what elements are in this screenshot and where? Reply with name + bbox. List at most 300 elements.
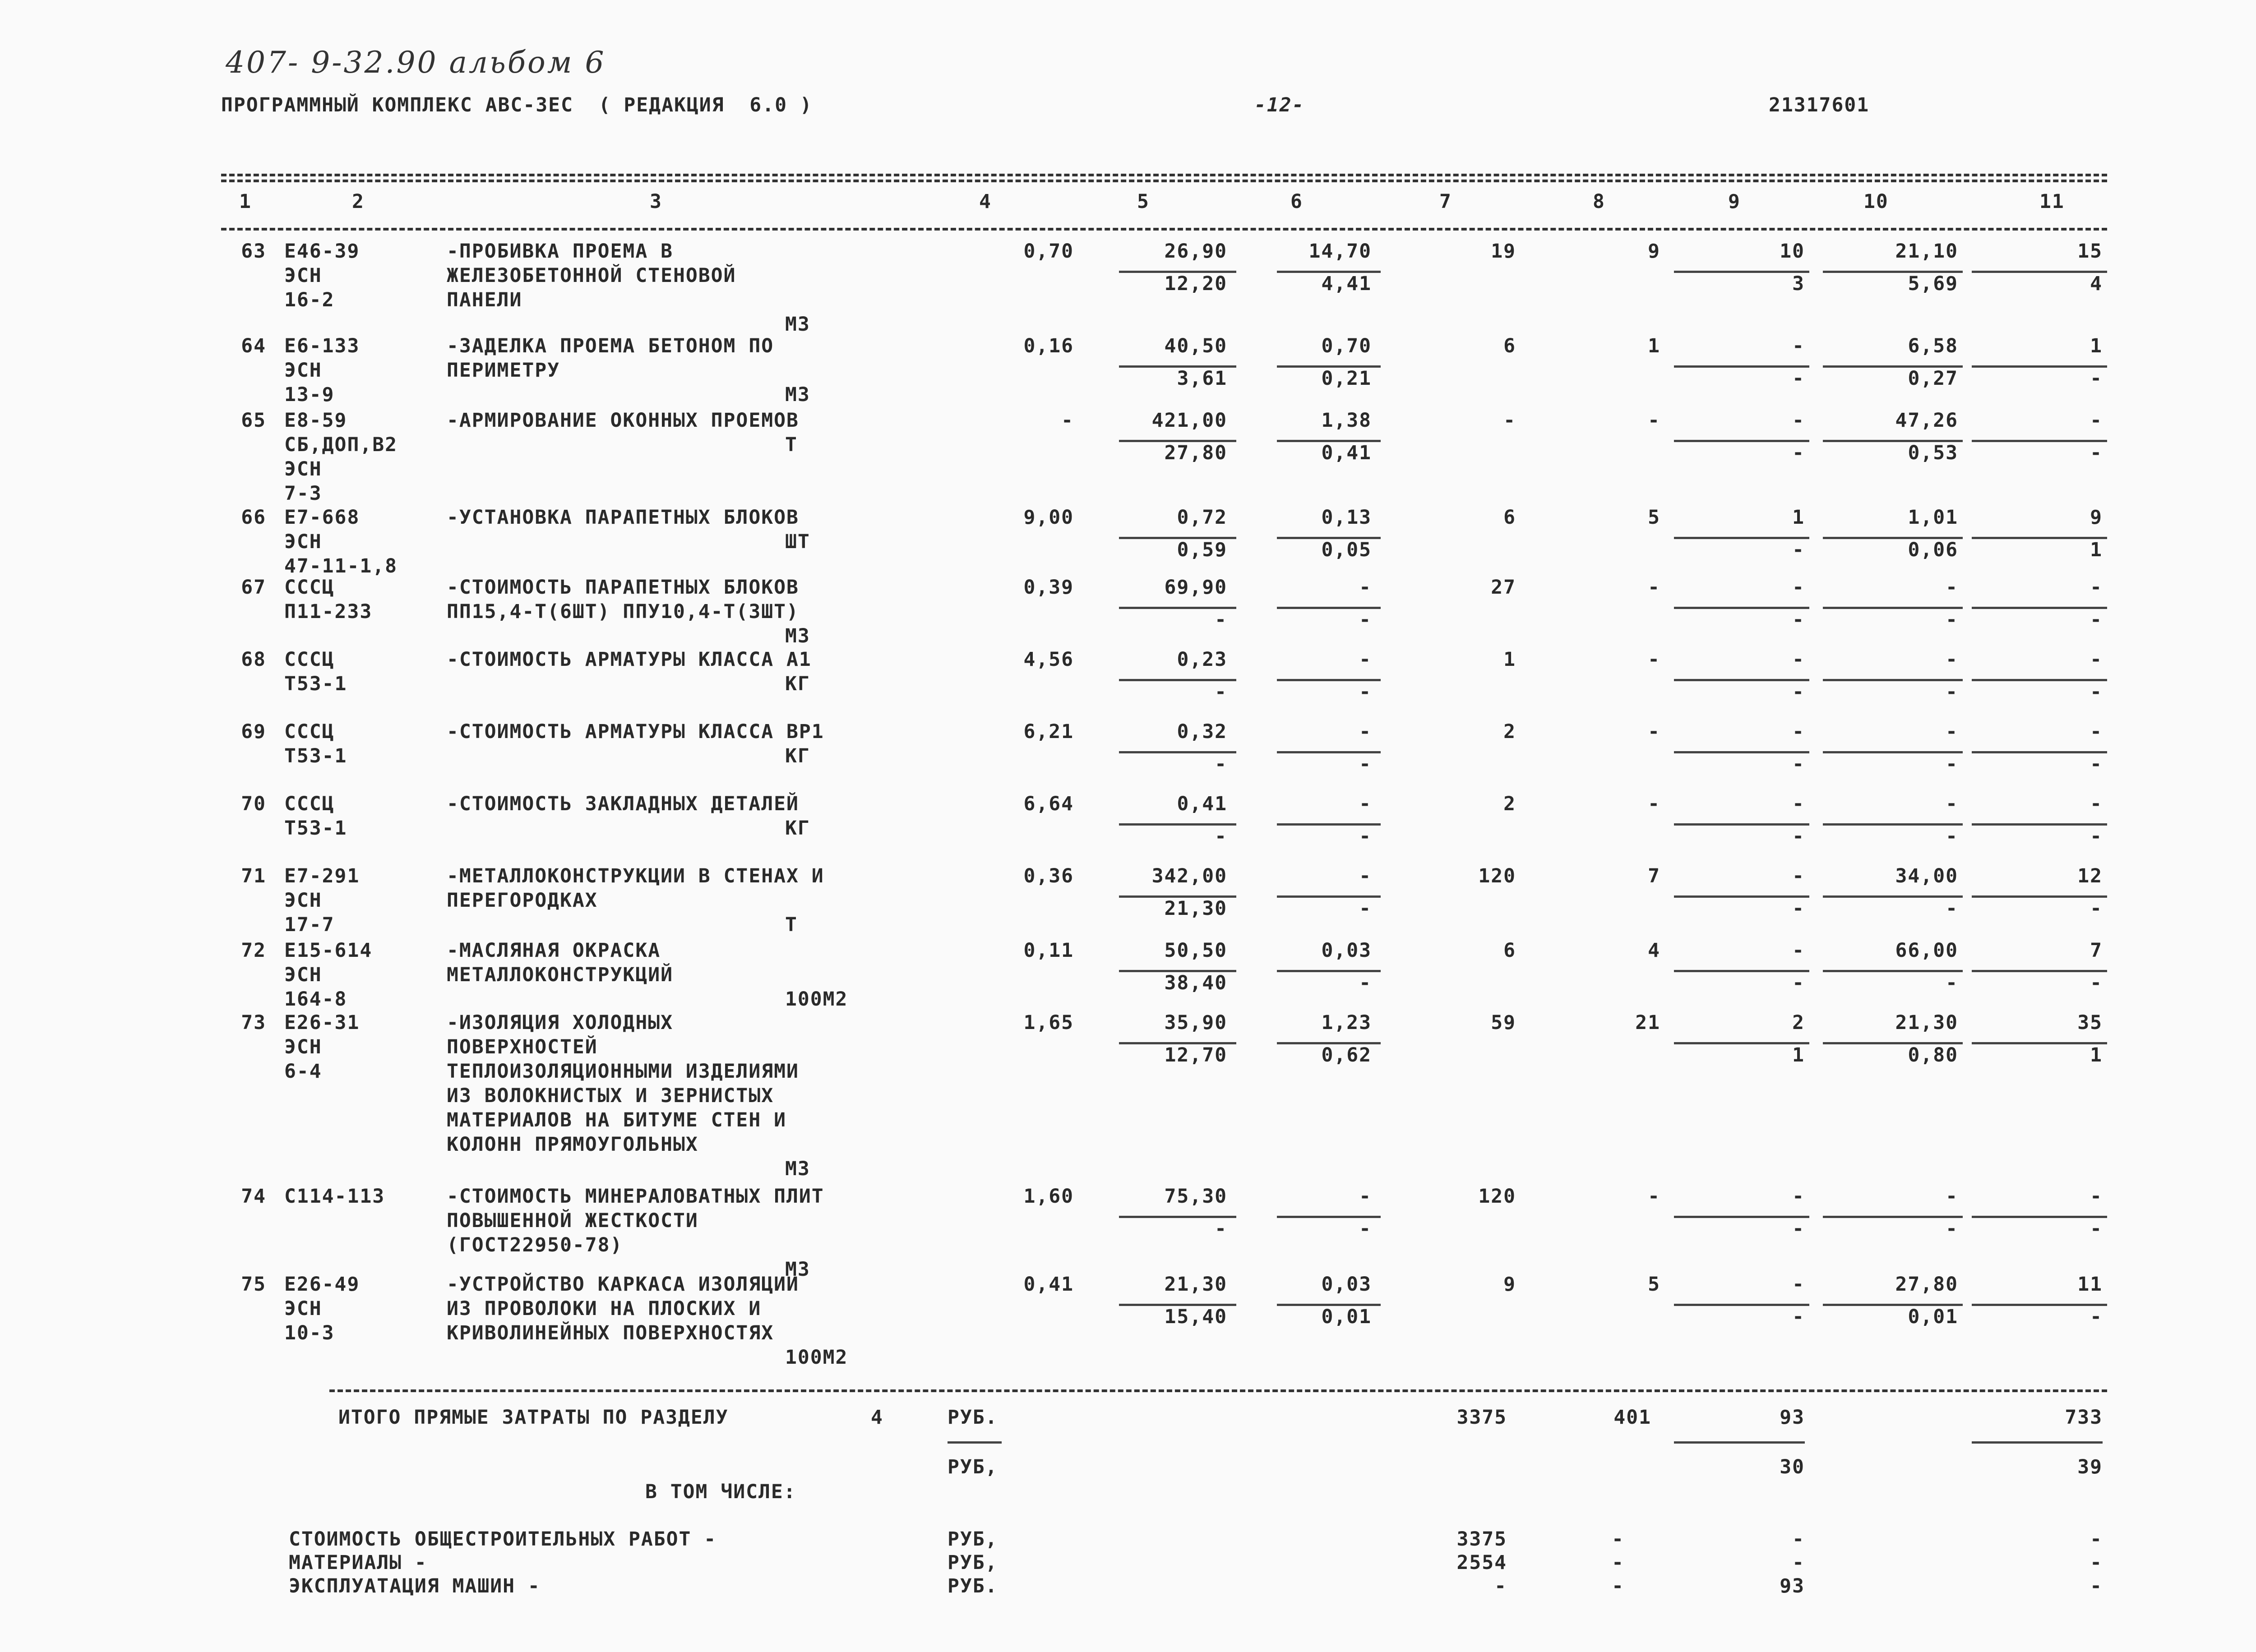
cell-c6: - xyxy=(1359,865,1372,887)
cell-c5b: - xyxy=(1215,753,1227,775)
cell-c11: - xyxy=(2090,576,2103,599)
breakdown-label: СТОИМОСТЬ ОБЩЕСТРОИТЕЛЬНЫХ РАБОТ - xyxy=(289,1528,717,1550)
cell-c8: 4 xyxy=(1648,939,1660,962)
column-number: 1 xyxy=(239,190,252,213)
cell-c4: 0,39 xyxy=(1023,576,1074,599)
item-code: ЭСН xyxy=(284,1036,322,1058)
item-code: Т53-1 xyxy=(284,673,347,695)
item-description: ПОВЕРХНОСТЕЙ xyxy=(447,1036,598,1058)
item-code: 7-3 xyxy=(284,482,322,505)
cell-c10: - xyxy=(1946,576,1958,599)
totals-top-rule xyxy=(329,1389,2107,1392)
cell-c9b: - xyxy=(1792,972,1805,994)
cell-c8: - xyxy=(1648,720,1660,743)
column-number: 10 xyxy=(1863,190,1889,213)
cell-c7: 120 xyxy=(1478,1185,1516,1208)
cell-c5b: 38,40 xyxy=(1164,972,1227,994)
item-code: С114-113 xyxy=(284,1185,385,1208)
cell-c6: - xyxy=(1359,648,1372,671)
handwritten-album-note: 407- 9-32.90 альбом 6 xyxy=(226,45,606,80)
cell-c7: 59 xyxy=(1491,1011,1516,1034)
table-header-rule-2 xyxy=(221,180,2107,182)
item-unit: КГ xyxy=(785,817,810,840)
cell-c10b: - xyxy=(1946,753,1958,775)
breakdown-col8: - xyxy=(1612,1551,1624,1574)
cell-c9b: - xyxy=(1792,539,1805,561)
item-code: 10-3 xyxy=(284,1322,335,1344)
item-number: 74 xyxy=(241,1185,266,1208)
item-description: МЕТАЛЛОКОНСТРУКЦИЙ xyxy=(447,964,673,986)
totals-sub-rule xyxy=(948,1441,1002,1444)
cell-c6: - xyxy=(1359,720,1372,743)
cell-c8: 5 xyxy=(1648,1273,1660,1296)
cell-c5: 26,90 xyxy=(1164,240,1227,263)
cell-c5: 50,50 xyxy=(1164,939,1227,962)
totals-col8: 401 xyxy=(1613,1406,1651,1429)
cell-c9: - xyxy=(1792,720,1805,743)
cell-c11b: - xyxy=(2090,681,2103,703)
cell-c5b: - xyxy=(1215,825,1227,848)
cell-c10b: 5,69 xyxy=(1908,272,1958,295)
cell-c4: 1,65 xyxy=(1023,1011,1074,1034)
item-number: 71 xyxy=(241,865,266,887)
cell-c6: 14,70 xyxy=(1308,240,1372,263)
column-number: 2 xyxy=(352,190,365,213)
item-unit: КГ xyxy=(785,673,810,695)
cell-c6b: - xyxy=(1359,753,1372,775)
item-code: СССЦ xyxy=(284,720,335,743)
item-code: ЭСН xyxy=(284,531,322,553)
cell-c10: - xyxy=(1946,648,1958,671)
breakdown-currency: РУБ, xyxy=(948,1551,998,1574)
item-number: 69 xyxy=(241,720,266,743)
cell-c6: - xyxy=(1359,1185,1372,1208)
cell-c10b: 0,06 xyxy=(1908,539,1958,561)
item-description: ТЕПЛОИЗОЛЯЦИОННЫМИ ИЗДЕЛИЯМИ xyxy=(447,1060,799,1083)
item-description: -СТОИМОСТЬ МИНЕРАЛОВАТНЫХ ПЛИТ xyxy=(447,1185,824,1208)
cell-c6: 1,38 xyxy=(1321,409,1372,432)
cell-c6: - xyxy=(1359,576,1372,599)
breakdown-col11: - xyxy=(2090,1551,2103,1574)
item-code: ЭСН xyxy=(284,889,322,912)
item-code: Е15-614 xyxy=(284,939,373,962)
item-number: 70 xyxy=(241,793,266,815)
cell-c9b: - xyxy=(1792,367,1805,390)
cell-c6: 0,70 xyxy=(1321,335,1372,357)
item-number: 63 xyxy=(241,240,266,263)
cell-c5: 421,00 xyxy=(1151,409,1227,432)
item-description: (ГОСТ22950-78) xyxy=(447,1234,623,1256)
cell-c10b: 0,01 xyxy=(1908,1306,1958,1328)
cell-c7: 6 xyxy=(1503,335,1516,357)
item-description: -АРМИРОВАНИЕ ОКОННЫХ ПРОЕМОВ xyxy=(447,409,799,432)
item-code: ЭСН xyxy=(284,264,322,287)
document-code: 21317601 xyxy=(1769,94,1870,116)
totals-label: ИТОГО ПРЯМЫЕ ЗАТРАТЫ ПО РАЗДЕЛУ xyxy=(338,1406,729,1429)
cell-c11b: - xyxy=(2090,972,2103,994)
cell-c6: 0,03 xyxy=(1321,939,1372,962)
cell-c5b: 21,30 xyxy=(1164,897,1227,920)
cell-c9: - xyxy=(1792,939,1805,962)
cell-c9b: - xyxy=(1792,753,1805,775)
totals-col9-b: 30 xyxy=(1780,1456,1805,1478)
cell-c8: - xyxy=(1648,1185,1660,1208)
cell-c7: 6 xyxy=(1503,506,1516,529)
cell-c11b: 4 xyxy=(2090,272,2103,295)
cell-c9: - xyxy=(1792,1273,1805,1296)
item-code: 47-11-1,8 xyxy=(284,555,398,577)
item-code: 17-7 xyxy=(284,914,335,936)
cell-c8: - xyxy=(1648,576,1660,599)
item-description: ИЗ ПРОВОЛОКИ НА ПЛОСКИХ И xyxy=(447,1297,762,1320)
item-code: Т53-1 xyxy=(284,745,347,767)
cell-c10: 34,00 xyxy=(1895,865,1958,887)
item-description: КОЛОНН ПРЯМОУГОЛЬНЫХ xyxy=(447,1133,698,1156)
item-unit: 100М2 xyxy=(785,1346,848,1369)
item-unit: 100М2 xyxy=(785,988,848,1011)
column-number: 4 xyxy=(979,190,992,213)
cell-c7: 19 xyxy=(1491,240,1516,263)
item-unit: М3 xyxy=(785,313,810,336)
totals-sub-rule-11 xyxy=(1972,1441,2103,1444)
totals-sub-rule-9 xyxy=(1674,1441,1805,1444)
column-number: 8 xyxy=(1593,190,1605,213)
cell-c7: 6 xyxy=(1503,939,1516,962)
cell-c5b: 3,61 xyxy=(1177,367,1227,390)
item-code: Е7-668 xyxy=(284,506,360,529)
cell-c5: 35,90 xyxy=(1164,1011,1227,1034)
cell-c5b: 0,59 xyxy=(1177,539,1227,561)
cell-c4: 0,36 xyxy=(1023,865,1074,887)
item-code: П11-233 xyxy=(284,600,373,623)
cell-c9b: - xyxy=(1792,681,1805,703)
cell-c10b: - xyxy=(1946,609,1958,631)
cell-c10: 66,00 xyxy=(1895,939,1958,962)
totals-currency: РУБ. xyxy=(948,1406,998,1429)
cell-c4: 1,60 xyxy=(1023,1185,1074,1208)
breakdown-col7: - xyxy=(1494,1575,1507,1597)
cell-c10b: - xyxy=(1946,681,1958,703)
cell-c9: - xyxy=(1792,865,1805,887)
cell-c4: 4,56 xyxy=(1023,648,1074,671)
cell-c11: 7 xyxy=(2090,939,2103,962)
cell-c4: 6,64 xyxy=(1023,793,1074,815)
cell-c8: 1 xyxy=(1648,335,1660,357)
cell-c9b: 1 xyxy=(1792,1044,1805,1066)
cell-c10b: 0,53 xyxy=(1908,442,1958,464)
item-unit: Т xyxy=(785,434,798,456)
cell-c5: 0,72 xyxy=(1177,506,1227,529)
cell-c5: 21,30 xyxy=(1164,1273,1227,1296)
cell-c11b: - xyxy=(2090,897,2103,920)
cell-c10: 47,26 xyxy=(1895,409,1958,432)
cell-c9: - xyxy=(1792,793,1805,815)
cell-c11: 35 xyxy=(2077,1011,2103,1034)
cell-c9b: - xyxy=(1792,1218,1805,1240)
cell-c11b: - xyxy=(2090,609,2103,631)
item-description: ЖЕЛЕЗОБЕТОННОЙ СТЕНОВОЙ xyxy=(447,264,736,287)
cell-c10b: - xyxy=(1946,972,1958,994)
breakdown-col9: 93 xyxy=(1780,1575,1805,1597)
cell-c10: - xyxy=(1946,720,1958,743)
cell-c10: - xyxy=(1946,1185,1958,1208)
item-number: 72 xyxy=(241,939,266,962)
cell-c7: 1 xyxy=(1503,648,1516,671)
cell-c5b: 27,80 xyxy=(1164,442,1227,464)
cell-c6: - xyxy=(1359,793,1372,815)
cell-c6b: - xyxy=(1359,897,1372,920)
item-description: -СТОИМОСТЬ АРМАТУРЫ КЛАССА ВР1 xyxy=(447,720,824,743)
cell-c4: 0,16 xyxy=(1023,335,1074,357)
cell-c9b: - xyxy=(1792,1306,1805,1328)
item-number: 64 xyxy=(241,335,266,357)
cell-c11: 1 xyxy=(2090,335,2103,357)
item-description: -ЗАДЕЛКА ПРОЕМА БЕТОНОМ ПО xyxy=(447,335,774,357)
cell-c5b: - xyxy=(1215,1218,1227,1240)
totals-col9: 93 xyxy=(1780,1406,1805,1429)
item-description: ПЕРЕГОРОДКАХ xyxy=(447,889,598,912)
item-number: 75 xyxy=(241,1273,266,1296)
item-description: -ПРОБИВКА ПРОЕМА В xyxy=(447,240,673,263)
cell-c5b: 15,40 xyxy=(1164,1306,1227,1328)
column-number: 11 xyxy=(2039,190,2065,213)
cell-c7: 120 xyxy=(1478,865,1516,887)
totals-col11-b: 39 xyxy=(2077,1456,2103,1478)
cell-c11: - xyxy=(2090,720,2103,743)
cell-c11: - xyxy=(2090,409,2103,432)
cell-c5b: - xyxy=(1215,609,1227,631)
totals-currency-2: РУБ, xyxy=(948,1456,998,1478)
cell-c8: - xyxy=(1648,409,1660,432)
cell-c7: 9 xyxy=(1503,1273,1516,1296)
cell-c5b: - xyxy=(1215,681,1227,703)
item-unit: КГ xyxy=(785,745,810,767)
breakdown-col11: - xyxy=(2090,1528,2103,1550)
breakdown-col8: - xyxy=(1612,1528,1624,1550)
cell-c4: 0,11 xyxy=(1023,939,1074,962)
item-code: Е26-31 xyxy=(284,1011,360,1034)
cell-c9b: - xyxy=(1792,609,1805,631)
cell-c11b: - xyxy=(2090,1306,2103,1328)
item-number: 65 xyxy=(241,409,266,432)
program-title: ПРОГРАММНЫЙ КОМПЛЕКС АВС-3ЕС ( РЕДАКЦИЯ 6.0 ) xyxy=(221,94,813,116)
cell-c8: 5 xyxy=(1648,506,1660,529)
item-code: Е6-133 xyxy=(284,335,360,357)
cell-c5: 69,90 xyxy=(1164,576,1227,599)
page-number: -12- xyxy=(1254,94,1305,116)
cell-c10: 21,30 xyxy=(1895,1011,1958,1034)
item-description: ПОВЫШЕННОЙ ЖЕСТКОСТИ xyxy=(447,1209,698,1232)
cell-c9: - xyxy=(1792,335,1805,357)
item-code: Т53-1 xyxy=(284,817,347,840)
cell-c6b: - xyxy=(1359,825,1372,848)
totals-section: 4 xyxy=(871,1406,883,1429)
column-number: 6 xyxy=(1290,190,1303,213)
breakdown-col8: - xyxy=(1612,1575,1624,1597)
cell-c11b: 1 xyxy=(2090,1044,2103,1066)
cell-c5: 0,23 xyxy=(1177,648,1227,671)
cell-c11: 11 xyxy=(2077,1273,2103,1296)
cell-c9b: - xyxy=(1792,897,1805,920)
cell-c6b: 0,21 xyxy=(1321,367,1372,390)
cell-c6b: 0,05 xyxy=(1321,539,1372,561)
item-code: 13-9 xyxy=(284,383,335,406)
cell-c4: 6,21 xyxy=(1023,720,1074,743)
cell-c6b: 4,41 xyxy=(1321,272,1372,295)
column-number: 5 xyxy=(1137,190,1150,213)
cell-c6b: 0,62 xyxy=(1321,1044,1372,1066)
item-unit: М3 xyxy=(785,383,810,406)
table-top-rule xyxy=(221,174,2107,176)
item-unit: ШТ xyxy=(785,531,810,553)
cell-c9: - xyxy=(1792,576,1805,599)
cell-c10b: - xyxy=(1946,897,1958,920)
item-code: ЭСН xyxy=(284,359,322,382)
item-unit: М3 xyxy=(785,1158,810,1180)
cell-c9: 10 xyxy=(1780,240,1805,263)
cell-c9: 2 xyxy=(1792,1011,1805,1034)
item-code: СССЦ xyxy=(284,648,335,671)
table-header-bottom-rule xyxy=(221,228,2107,231)
cell-c7: 2 xyxy=(1503,720,1516,743)
breakdown-col7: 3375 xyxy=(1456,1528,1507,1550)
item-code: 6-4 xyxy=(284,1060,322,1083)
cell-c10: 1,01 xyxy=(1908,506,1958,529)
breakdown-label: ЭКСПЛУАТАЦИЯ МАШИН - xyxy=(289,1575,541,1597)
cell-c6b: - xyxy=(1359,681,1372,703)
cell-c6: 1,23 xyxy=(1321,1011,1372,1034)
cell-c9: - xyxy=(1792,1185,1805,1208)
totals-col11: 733 xyxy=(2065,1406,2103,1429)
cell-c7: 27 xyxy=(1491,576,1516,599)
item-code: ЭСН xyxy=(284,1297,322,1320)
cell-c10b: - xyxy=(1946,1218,1958,1240)
cell-c9: - xyxy=(1792,409,1805,432)
item-description: -УСТРОЙСТВО КАРКАСА ИЗОЛЯЦИИ xyxy=(447,1273,799,1296)
cell-c8: 21 xyxy=(1635,1011,1660,1034)
cell-c11b: - xyxy=(2090,825,2103,848)
cell-c4: 0,70 xyxy=(1023,240,1074,263)
cell-c11: - xyxy=(2090,648,2103,671)
item-code: 164-8 xyxy=(284,988,347,1011)
column-number: 9 xyxy=(1728,190,1741,213)
item-code: 16-2 xyxy=(284,289,335,311)
cell-c10b: 0,27 xyxy=(1908,367,1958,390)
item-code: ЭСН xyxy=(284,458,322,480)
column-number: 3 xyxy=(650,190,662,213)
item-code: СБ,ДОП,В2 xyxy=(284,434,398,456)
item-number: 68 xyxy=(241,648,266,671)
cell-c9b: - xyxy=(1792,825,1805,848)
item-code: ЭСН xyxy=(284,964,322,986)
item-description: ПЕРИМЕТРУ xyxy=(447,359,560,382)
cell-c11b: - xyxy=(2090,753,2103,775)
cell-c11b: 1 xyxy=(2090,539,2103,561)
cell-c7: - xyxy=(1503,409,1516,432)
cell-c10b: - xyxy=(1946,825,1958,848)
cell-c11: 12 xyxy=(2077,865,2103,887)
item-description: -СТОИМОСТЬ ПАРАПЕТНЫХ БЛОКОВ xyxy=(447,576,799,599)
item-unit: Т xyxy=(785,914,798,936)
item-unit: М3 xyxy=(785,1258,810,1281)
item-code: Е8-59 xyxy=(284,409,347,432)
cell-c9: - xyxy=(1792,648,1805,671)
cell-c10b: 0,80 xyxy=(1908,1044,1958,1066)
breakdown-label: МАТЕРИАЛЫ - xyxy=(289,1551,427,1574)
cell-c11: 15 xyxy=(2077,240,2103,263)
item-unit: М3 xyxy=(785,625,810,647)
item-description: -МЕТАЛЛОКОНСТРУКЦИИ В СТЕНАХ И xyxy=(447,865,824,887)
cell-c7: 2 xyxy=(1503,793,1516,815)
cell-c6: 0,13 xyxy=(1321,506,1372,529)
item-number: 73 xyxy=(241,1011,266,1034)
cell-c9b: 3 xyxy=(1792,272,1805,295)
breakdown-col7: 2554 xyxy=(1456,1551,1507,1574)
item-description: ПАНЕЛИ xyxy=(447,289,522,311)
cell-c5: 75,30 xyxy=(1164,1185,1227,1208)
item-code: Е26-49 xyxy=(284,1273,360,1296)
cell-c10: - xyxy=(1946,793,1958,815)
cell-c10: 21,10 xyxy=(1895,240,1958,263)
item-number: 66 xyxy=(241,506,266,529)
item-code: СССЦ xyxy=(284,576,335,599)
cell-c6b: - xyxy=(1359,1218,1372,1240)
cell-c4: - xyxy=(1061,409,1074,432)
item-description: КРИВОЛИНЕЙНЫХ ПОВЕРХНОСТЯХ xyxy=(447,1322,774,1344)
cell-c8: - xyxy=(1648,648,1660,671)
cell-c4: 9,00 xyxy=(1023,506,1074,529)
item-description: -УСТАНОВКА ПАРАПЕТНЫХ БЛОКОВ xyxy=(447,506,799,529)
cell-c5: 342,00 xyxy=(1151,865,1227,887)
cell-c6: 0,03 xyxy=(1321,1273,1372,1296)
item-description: МАТЕРИАЛОВ НА БИТУМЕ СТЕН И xyxy=(447,1109,786,1131)
cell-c11b: - xyxy=(2090,442,2103,464)
cell-c6b: - xyxy=(1359,609,1372,631)
item-description: ИЗ ВОЛОКНИСТЫХ И ЗЕРНИСТЫХ xyxy=(447,1084,774,1107)
cell-c4: 0,41 xyxy=(1023,1273,1074,1296)
cell-c9b: - xyxy=(1792,442,1805,464)
cell-c5: 0,32 xyxy=(1177,720,1227,743)
breakdown-col9: - xyxy=(1792,1551,1805,1574)
breakdown-currency: РУБ, xyxy=(948,1528,998,1550)
item-description: -СТОИМОСТЬ ЗАКЛАДНЫХ ДЕТАЛЕЙ xyxy=(447,793,799,815)
cell-c6b: 0,41 xyxy=(1321,442,1372,464)
column-number: 7 xyxy=(1439,190,1452,213)
cell-c10: 27,80 xyxy=(1895,1273,1958,1296)
item-code: СССЦ xyxy=(284,793,335,815)
item-description: -МАСЛЯНАЯ ОКРАСКА xyxy=(447,939,661,962)
cell-c10: 6,58 xyxy=(1908,335,1958,357)
cell-c6b: - xyxy=(1359,972,1372,994)
including-label: В ТОМ ЧИСЛЕ: xyxy=(645,1481,796,1503)
breakdown-col9: - xyxy=(1792,1528,1805,1550)
cell-c11b: - xyxy=(2090,367,2103,390)
cell-c5b: 12,70 xyxy=(1164,1044,1227,1066)
item-description: -СТОИМОСТЬ АРМАТУРЫ КЛАССА А1 xyxy=(447,648,812,671)
cell-c11: - xyxy=(2090,793,2103,815)
cell-c8: 7 xyxy=(1648,865,1660,887)
cell-c11: 9 xyxy=(2090,506,2103,529)
cell-c8: 9 xyxy=(1648,240,1660,263)
item-number: 67 xyxy=(241,576,266,599)
totals-col7: 3375 xyxy=(1456,1406,1507,1429)
item-code: Е46-39 xyxy=(284,240,360,263)
breakdown-col11: - xyxy=(2090,1575,2103,1597)
cell-c5: 40,50 xyxy=(1164,335,1227,357)
cell-c5b: 12,20 xyxy=(1164,272,1227,295)
cell-c11: - xyxy=(2090,1185,2103,1208)
item-description: -ИЗОЛЯЦИЯ ХОЛОДНЫХ xyxy=(447,1011,673,1034)
